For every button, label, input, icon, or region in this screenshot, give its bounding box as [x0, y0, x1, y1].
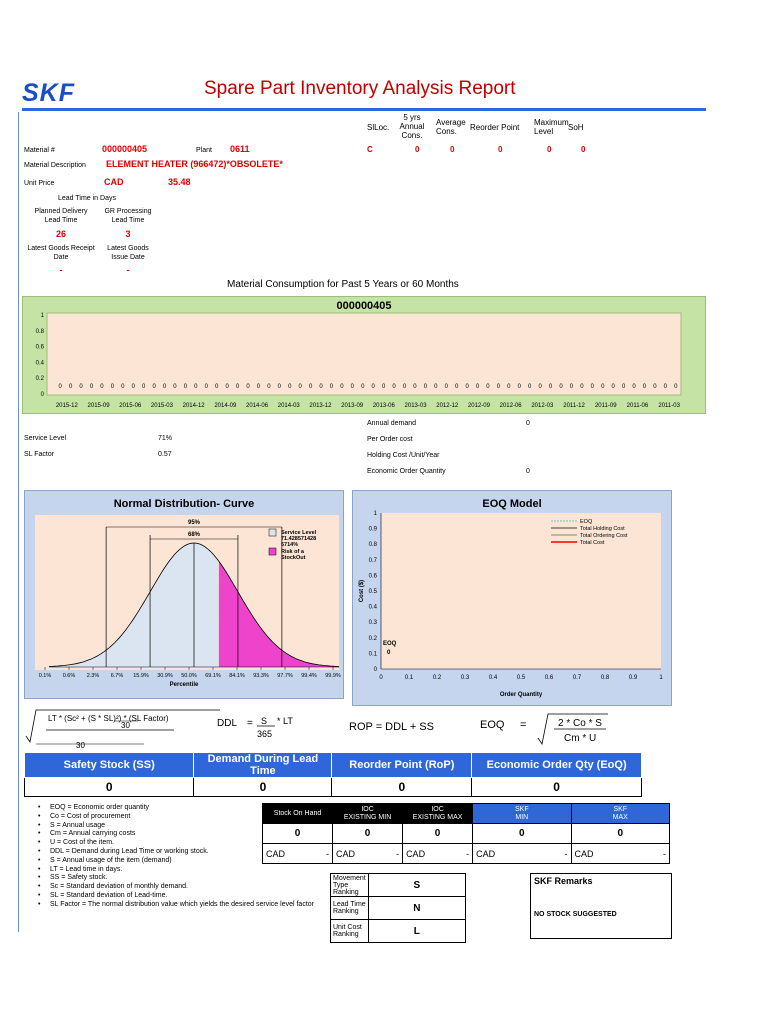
consumption-x-tick: 2012-09: [467, 403, 490, 409]
consumption-data-label: 0: [100, 384, 104, 390]
consumption-x-tick: 2011-03: [658, 403, 680, 409]
eoq-x-tick: 0.2: [432, 675, 442, 681]
stock-table: [262, 803, 670, 864]
header-rule: [22, 108, 706, 111]
consumption-y-tick: 0.8: [35, 328, 44, 335]
ddl-value: 0: [194, 778, 332, 797]
consumption-x-tick: 2012-12: [436, 403, 459, 409]
consumption-data-label: 0: [110, 384, 115, 390]
consumption-data-label: 0: [235, 384, 240, 390]
consumption-data-label: 0: [246, 384, 250, 390]
consumption-chart-panel: [22, 296, 706, 414]
consumption-y-tick: 1: [40, 313, 44, 319]
normal-x-tick: 2.3%: [86, 673, 100, 679]
legend-item: • Co = Cost of procurement: [36, 813, 336, 822]
consumption-data-label: 0: [444, 384, 448, 390]
consumption-data-label: 0: [329, 384, 334, 390]
consumption-x-tick: 2015-12: [55, 403, 78, 409]
description-label: Material Description: [24, 162, 86, 169]
legend-risk-swatch: [269, 548, 276, 555]
remarks-box: [530, 873, 672, 939]
eoq-model-title: EOQ Model: [482, 498, 542, 510]
ioc-max-value: 0: [403, 824, 473, 844]
normal-x-tick: 99.4%: [301, 673, 317, 679]
holding-cost-label: Holding Cost /Unit/Year: [367, 452, 440, 459]
consumption-title: Material Consumption for Past 5 Years or 60 Months: [227, 279, 459, 290]
material-number: 000000405: [102, 144, 148, 154]
eoq-y-tick: 0.8: [368, 542, 377, 549]
consumption-data-label: 0: [361, 384, 365, 390]
eoq-y-tick: 0.1: [368, 651, 377, 658]
svg-text:S: S: [261, 716, 268, 726]
consumption-y-tick: 0: [40, 392, 44, 398]
ss-header: Safety Stock (SS): [25, 753, 194, 778]
consumption-x-tick: 2014-06: [246, 403, 269, 409]
rop-value: 0: [332, 778, 472, 797]
eoq-annotation-value: 0: [387, 650, 391, 656]
consumption-chart-title: 000000405: [336, 300, 392, 312]
legend-item: • S = Annual usage of the item (demand): [36, 857, 336, 866]
consumption-x-tick: 2013-12: [309, 403, 332, 409]
consumption-data-label: 0: [225, 384, 229, 390]
consumption-data-label: 0: [381, 384, 386, 390]
consumption-data-label: 0: [298, 384, 302, 390]
consumption-data-label: 0: [611, 384, 615, 390]
unit-price-label: Unit Price: [24, 180, 55, 187]
latest-issue-label: Latest Goods Issue Date: [107, 245, 149, 261]
legend-item: • S = Annual usage: [36, 822, 336, 831]
eoq-y-tick: 0.2: [368, 635, 377, 642]
eoq-x-label: Order Quantity: [499, 692, 543, 698]
consumption-data-label: 0: [121, 384, 125, 390]
consumption-data-label: 0: [215, 384, 219, 390]
val-annual: 0: [415, 145, 420, 154]
consumption-data-label: 0: [267, 384, 271, 390]
planned-delivery-value: 26: [55, 229, 66, 239]
consumption-data-label: 0: [642, 384, 647, 390]
consumption-x-tick: 2015-03: [150, 403, 173, 409]
legend-item: • SS = Safety stock.: [36, 874, 336, 883]
planned-delivery-label: Planned Delivery Lead Time: [34, 208, 88, 224]
val-reorder: 0: [498, 145, 503, 154]
consumption-data-label: 0: [475, 384, 480, 390]
consumption-data-label: 0: [402, 384, 407, 390]
consumption-plot-area: [47, 313, 681, 395]
consumption-x-tick: 2013-09: [341, 403, 364, 409]
legend-item: • Cm = Annual carrying costs: [36, 830, 336, 839]
consumption-x-tick: 2013-03: [404, 403, 427, 409]
consumption-data-label: 0: [371, 384, 375, 390]
rop-header: Reorder Point (RoP): [332, 753, 472, 778]
col-annual: 5 yrs Annual Cons.: [399, 113, 425, 140]
consumption-x-tick: 2012-03: [531, 403, 554, 409]
eoq-value: 0: [526, 468, 530, 475]
ioc-min-cad: CAD -: [333, 844, 403, 864]
consumption-data-label: 0: [142, 384, 146, 390]
eoq-y-label: Cost ($): [359, 579, 365, 603]
ddl-formula: [215, 713, 315, 743]
legend-item: • SL = Standard deviation of Lead-time.: [36, 892, 336, 901]
bracket-95-label: 95%: [187, 520, 201, 526]
normal-x-tick: 6.7%: [110, 673, 124, 679]
normal-distribution-panel: [24, 490, 344, 699]
normal-x-tick: 84.1%: [229, 673, 245, 679]
normal-x-tick: 99.9%: [325, 673, 341, 679]
consumption-data-label: 0: [621, 384, 626, 390]
legend-item: • DDL = Demand during Lead Time or working stock.: [36, 848, 336, 857]
consumption-data-label: 0: [68, 384, 73, 390]
svg-text:=: =: [247, 718, 253, 729]
normal-distribution-chart: [25, 491, 343, 698]
consumption-data-label: 0: [507, 384, 511, 390]
movement-type-value: S: [368, 874, 465, 897]
normal-x-tick: 97.7%: [277, 673, 293, 679]
eoq-x-tick: 0.4: [488, 675, 498, 681]
eoq-legend-label: EOQ: [580, 519, 593, 525]
normal-x-tick: 15.9%: [133, 673, 149, 679]
remarks-title: SKF Remarks: [534, 876, 593, 886]
consumption-y-tick: 0.4: [35, 360, 44, 367]
gr-processing-label: GR Processing Lead Time: [104, 208, 152, 224]
consumption-x-tick: 2014-03: [277, 403, 300, 409]
ddl-header: Demand During Lead Time: [194, 753, 332, 778]
legend-item: • U = Cost of the item.: [36, 839, 336, 848]
eoq-header: Economic Order Qty (EoQ): [472, 753, 642, 778]
remarks-text: NO STOCK SUGGESTED: [534, 911, 617, 918]
consumption-x-tick: 2011-09: [594, 403, 617, 409]
consumption-data-label: 0: [601, 384, 605, 390]
consumption-y-tick: 0.2: [35, 376, 44, 383]
eoq-x-tick: 0.3: [460, 675, 470, 681]
eoq-formula: [478, 712, 648, 748]
consumption-data-label: 0: [632, 384, 636, 390]
col-soh: SoH: [568, 123, 584, 132]
svg-text:Cm * U: Cm * U: [564, 733, 597, 744]
left-border: [18, 112, 19, 932]
sl-factor-label: SL Factor: [24, 451, 55, 458]
soh-value: 0: [263, 824, 333, 844]
svg-text:LT * (Sc² + (S * SL)²) * (SL F: LT * (Sc² + (S * SL)²) * (SL Factor): [48, 714, 169, 723]
consumption-data-label: 0: [528, 384, 532, 390]
eoq-y-tick: 0.5: [368, 589, 377, 595]
eoq-legend-label: Total Holding Cost: [580, 526, 625, 532]
unit-cost-ranking-value: L: [368, 920, 465, 943]
legend-item: • Sc = Standard deviation of monthly demand.: [36, 883, 336, 892]
skf-max-value: 0: [571, 824, 669, 844]
skf-max-cad: CAD -: [571, 844, 669, 864]
consumption-data-label: 0: [392, 384, 396, 390]
svg-text:* LT: * LT: [277, 716, 293, 726]
soh-header: Stock On Hand: [263, 804, 333, 824]
normal-x-tick: 69.1%: [205, 673, 221, 679]
plant-value: 0611: [230, 144, 250, 154]
lead-time-ranking-label: Lead Time Ranking: [331, 897, 369, 920]
consumption-x-tick: 2014-12: [182, 403, 205, 409]
consumption-data-label: 0: [58, 384, 62, 390]
svg-text:EOQ: EOQ: [480, 719, 505, 731]
val-soh: 0: [581, 145, 586, 154]
rop-formula: ROP = DDL + SS: [349, 721, 434, 733]
eoq-annotation: EOQ: [383, 641, 397, 647]
col-maximum: Maximum Level: [534, 118, 569, 136]
eoq-x-tick: 0.9: [628, 675, 638, 681]
service-level-label: Service Level: [24, 435, 67, 442]
consumption-data-label: 0: [548, 384, 553, 390]
description-value: ELEMENT HEATER (966472)*OBSOLETE*: [106, 159, 283, 169]
col-reorder: Reorder Point: [470, 123, 520, 132]
service-level-value: 71%: [158, 435, 173, 442]
consumption-data-label: 0: [496, 384, 501, 390]
eoq-summary-value: 0: [472, 778, 642, 797]
consumption-data-label: 0: [653, 384, 657, 390]
consumption-data-label: 0: [465, 384, 469, 390]
eoq-model-chart: [353, 491, 671, 705]
col-sloc: SlLoc.: [367, 123, 390, 132]
consumption-data-label: 0: [308, 384, 313, 390]
normal-x-tick: 30.9%: [157, 673, 173, 679]
legend-item: • LT = Lead time in days.: [36, 866, 336, 875]
normal-x-tick: 0.6%: [62, 673, 76, 679]
skf-min-header: SKF MIN: [473, 804, 571, 824]
safety-stock-formula: [24, 708, 224, 750]
consumption-data-label: 0: [204, 384, 208, 390]
consumption-data-label: 0: [256, 384, 261, 390]
consumption-data-label: 0: [340, 384, 344, 390]
ioc-min-header: IOC EXISTING MIN: [333, 804, 403, 824]
normal-x-label: Percentile: [169, 682, 199, 688]
col-average: Average Cons.: [436, 118, 466, 136]
consumption-data-label: 0: [162, 384, 167, 390]
skf-min-value: 0: [473, 824, 571, 844]
consumption-x-tick: 2015-09: [87, 403, 110, 409]
skf-min-cad: CAD -: [473, 844, 571, 864]
consumption-x-tick: 2013-06: [372, 403, 395, 409]
ss-value: 0: [25, 778, 194, 797]
eoq-y-tick: 0.3: [368, 620, 377, 627]
ioc-max-cad: CAD -: [403, 844, 473, 864]
svg-text:=: =: [520, 719, 527, 731]
eoq-y-tick: 0.4: [368, 604, 377, 611]
consumption-data-label: 0: [663, 384, 668, 390]
latest-receipt-label: Latest Goods Receipt Date: [27, 245, 95, 261]
consumption-chart: [23, 297, 705, 413]
legend-risk-label: Risk of a StockOut: [281, 549, 306, 561]
consumption-data-label: 0: [277, 384, 281, 390]
consumption-data-label: 0: [517, 384, 521, 390]
svg-text:DDL: DDL: [217, 718, 238, 729]
consumption-data-label: 0: [538, 384, 542, 390]
svg-text:SKF: SKF: [22, 80, 75, 104]
eoq-x-tick: 1: [659, 675, 663, 681]
val-average: 0: [450, 145, 455, 154]
consumption-data-label: 0: [79, 384, 83, 390]
val-maximum: 0: [547, 145, 552, 154]
eoq-y-tick: 0.6: [368, 573, 377, 580]
normal-x-tick: 0.1%: [38, 673, 52, 679]
ranking-table: [330, 873, 466, 943]
consumption-data-label: 0: [350, 384, 355, 390]
eoq-y-tick: 0.9: [368, 526, 377, 533]
eoq-x-tick: 0.1: [404, 675, 414, 681]
summary-table: [24, 752, 642, 797]
consumption-data-label: 0: [173, 384, 177, 390]
consumption-data-label: 0: [580, 384, 584, 390]
consumption-x-tick: 2011-12: [563, 403, 585, 409]
unit-price-value: 35.48: [168, 177, 191, 187]
legend-service-swatch: [269, 529, 276, 536]
legend-service-label: Service Level 71.428571428 5714%: [281, 530, 317, 548]
latest-receipt-value: -: [59, 265, 63, 275]
lead-time-ranking-value: N: [368, 897, 465, 920]
consumption-data-label: 0: [569, 384, 574, 390]
bracket-68-label: 68%: [187, 532, 201, 538]
consumption-data-label: 0: [194, 384, 198, 390]
consumption-data-label: 0: [434, 384, 438, 390]
eoq-model-panel: [352, 490, 672, 706]
movement-type-label: Movement Type Ranking: [331, 874, 369, 897]
consumption-data-label: 0: [486, 384, 490, 390]
svg-text:365: 365: [257, 729, 273, 739]
per-order-cost-label: Per Order cost: [367, 436, 413, 443]
unit-cost-ranking-label: Unit Cost Ranking: [331, 920, 369, 943]
consumption-x-tick: 2011-06: [626, 403, 649, 409]
consumption-data-label: 0: [319, 384, 323, 390]
normal-x-tick: 50.0%: [181, 673, 197, 679]
eoq-y-tick: 1: [373, 511, 377, 517]
eoq-y-tick: 0: [373, 667, 377, 673]
consumption-x-tick: 2012-06: [499, 403, 522, 409]
latest-issue-value: -: [126, 265, 130, 275]
annual-demand-value: 0: [526, 420, 530, 427]
skf-max-header: SKF MAX: [571, 804, 669, 824]
ioc-min-value: 0: [333, 824, 403, 844]
eoq-x-tick: 0: [379, 675, 383, 681]
eoq-x-tick: 0.8: [600, 675, 610, 681]
svg-text:30: 30: [121, 721, 130, 730]
consumption-data-label: 0: [455, 384, 459, 390]
sl-factor-value: 0.57: [158, 451, 172, 458]
soh-cad: CAD -: [263, 844, 333, 864]
consumption-x-tick: 2014-09: [214, 403, 237, 409]
consumption-data-label: 0: [152, 384, 156, 390]
consumption-data-label: 0: [89, 384, 94, 390]
skf-logo: [22, 80, 104, 104]
lead-time-title: Lead Time in Days: [58, 195, 116, 202]
currency-value: CAD: [104, 177, 124, 187]
consumption-data-label: 0: [423, 384, 428, 390]
val-sloc: C: [367, 145, 373, 154]
consumption-data-label: 0: [674, 384, 678, 390]
ioc-max-header: IOC EXISTING MAX: [403, 804, 473, 824]
consumption-y-tick: 0.6: [35, 344, 44, 351]
legend-item: • EOQ = Economic order quantity: [36, 804, 336, 813]
plant-label: Plant: [196, 147, 212, 154]
eoq-x-tick: 0.5: [516, 675, 526, 681]
eoq-y-tick: 0.7: [368, 557, 377, 564]
eoq-x-tick: 0.6: [544, 675, 554, 681]
legend-item: • SL Factor = The normal distribution value which yields the desired service level factor: [36, 901, 336, 910]
consumption-data-label: 0: [413, 384, 417, 390]
normal-x-tick: 93.3%: [253, 673, 269, 679]
report-title: Spare Part Inventory Analysis Report: [204, 78, 516, 99]
eoq-x-tick: 0.7: [572, 675, 582, 681]
material-label: Material #: [24, 147, 55, 154]
eoq-legend-label: Total Ordering Cost: [580, 533, 628, 539]
consumption-data-label: 0: [590, 384, 594, 390]
consumption-data-label: 0: [183, 384, 188, 390]
consumption-data-label: 0: [559, 384, 563, 390]
consumption-data-label: 0: [288, 384, 292, 390]
gr-processing-value: 3: [125, 229, 131, 239]
svg-text:2 * Co * S: 2 * Co * S: [558, 718, 602, 729]
eoq-label: Economic Order Quantity: [367, 468, 446, 475]
consumption-x-tick: 2015-06: [119, 403, 142, 409]
eoq-legend-label: Total Cost: [580, 540, 605, 546]
consumption-data-label: 0: [131, 384, 135, 390]
svg-text:30: 30: [76, 741, 85, 750]
normal-distribution-title: Normal Distribution- Curve: [113, 498, 255, 510]
annual-demand-label: Annual demand: [367, 420, 417, 427]
